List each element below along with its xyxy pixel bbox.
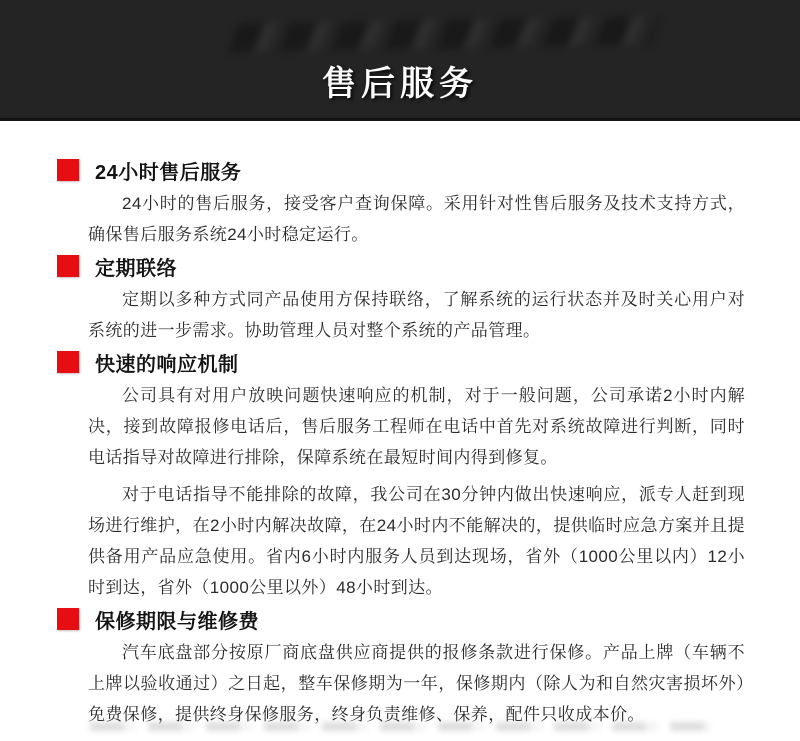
section-paragraph: 定期以多种方式同产品使用方保持联络，了解系统的运行状态并及时关心用户对系统的进一步需求。协助管理人员对整个系统的产品管理。 xyxy=(88,290,745,340)
page-title: 售后服务 xyxy=(322,65,478,103)
red-square-bullet-icon xyxy=(57,159,79,181)
section-heading: 快速的响应机制 xyxy=(95,353,239,376)
section-paragraph: 对于电话指导不能排除的故障，我公司在30分钟内做出快速响应，派专人赶到现场进行维护，在2小时内解决故障，在24小时内不能解决的，提供临时应急方案并且提供备用产品应急使用。省内6小时内服务人员到达现场，省外（1000公里以内）12小时到达，省外（1000公里以外）48小时到达。 xyxy=(88,485,745,597)
section-paragraph: 汽车底盘部分按原厂商底盘供应商提供的报修条款进行保修。产品上牌（车辆不上牌以验收通过）之日起，整车保修期为一年，保修期内（除人为和自然灾害损坏外）免费保修，提供终身保修服务，终身负责维修、保养，配件只收成本价。 xyxy=(88,643,745,724)
section-heading-row xyxy=(57,350,745,374)
header-watermark xyxy=(230,16,661,51)
watermark-smudge xyxy=(90,722,710,731)
section-heading-row xyxy=(57,254,745,278)
section xyxy=(57,254,745,346)
header-band xyxy=(0,0,800,121)
section-paragraph: 24小时的售后服务，接受客户查询保障。采用针对性售后服务及技术支持方式，确保售后服务系统24小时稳定运行。 xyxy=(88,194,745,244)
section-heading: 定期联络 xyxy=(95,257,177,280)
section-heading-row xyxy=(57,607,745,631)
red-square-bullet-icon xyxy=(57,255,79,277)
content xyxy=(0,121,800,730)
section xyxy=(57,158,745,250)
section-heading-row xyxy=(57,158,745,182)
section xyxy=(57,607,745,730)
section-heading: 24小时售后服务 xyxy=(95,161,242,184)
section-heading: 保修期限与维修费 xyxy=(95,610,259,633)
section xyxy=(57,350,745,603)
red-square-bullet-icon xyxy=(57,351,79,373)
section-paragraph: 公司具有对用户放映问题快速响应的机制，对于一般问题，公司承诺2小时内解决，接到故障报修电话后，售后服务工程师在电话中首先对系统故障进行判断，同时电话指导对故障进行排除，保障系统在最短时间内得到修复。 xyxy=(88,386,745,467)
red-square-bullet-icon xyxy=(57,608,79,630)
